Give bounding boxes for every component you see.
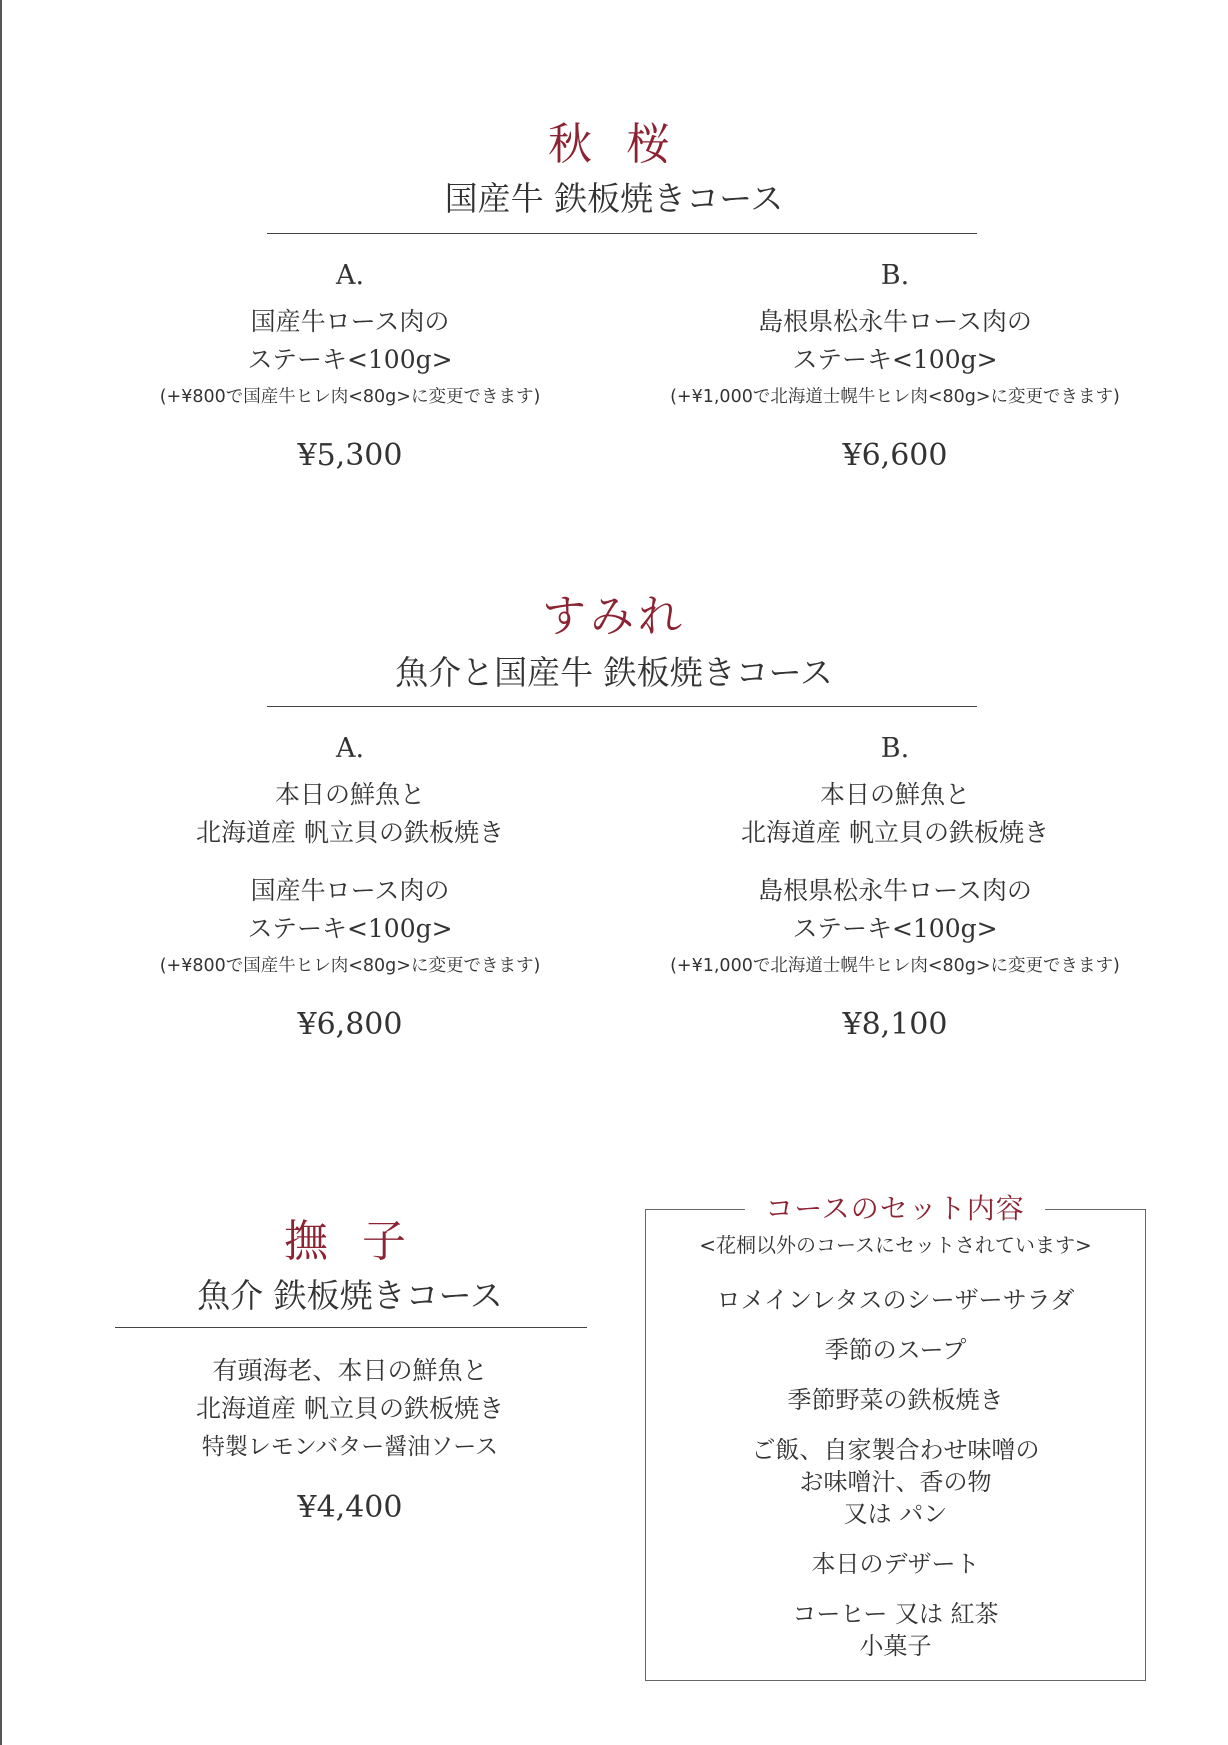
divider — [267, 233, 977, 234]
upgrade-note: (+¥800で国産牛ヒレ肉<80g>に変更できます) — [159, 387, 541, 407]
upgrade-note: (+¥800で国産牛ヒレ肉<80g>に変更できます) — [159, 956, 541, 976]
set-item: 季節のスープ — [824, 1336, 967, 1364]
dish-line: ステーキ<100g> — [247, 914, 453, 943]
dish-line: ステーキ<100g> — [247, 345, 453, 374]
dish-line: 北海道産 帆立貝の鉄板焼き — [196, 1394, 504, 1423]
option-letter: B. — [880, 260, 910, 291]
set-item: コーヒー 又は 紅茶 小菓子 — [792, 1600, 999, 1660]
set-contents-note: <花桐以外のコースにセットされています> — [699, 1233, 1092, 1257]
set-item: ご飯、自家製合わせ味噌の お味噌汁、香の物 又は パン — [751, 1436, 1040, 1528]
price: ¥5,300 — [297, 438, 403, 473]
dish-line: 島根県松永牛ロース肉の — [758, 307, 1032, 336]
divider — [115, 1327, 587, 1328]
option-letter: B. — [880, 733, 910, 764]
course-title: 撫 子 — [284, 1216, 416, 1267]
dish-line: ステーキ<100g> — [792, 345, 998, 374]
dish-line: 有頭海老、本日の鮮魚と — [212, 1356, 488, 1385]
price: ¥8,100 — [842, 1007, 948, 1042]
option-b — [620, 733, 1170, 1042]
set-contents-title: コースのセット内容 — [745, 1187, 1045, 1227]
price: ¥6,800 — [297, 1007, 403, 1042]
set-item: 本日のデザート — [811, 1550, 980, 1578]
option-letter: A. — [335, 733, 365, 764]
dish-line: ステーキ<100g> — [792, 914, 998, 943]
upgrade-note: (+¥1,000で北海道士幌牛ヒレ肉<80g>に変更できます) — [670, 387, 1120, 407]
option-a — [100, 733, 600, 1042]
set-item: 季節野菜の鉄板焼き — [787, 1386, 1004, 1414]
option-a — [100, 260, 600, 473]
dish-line: 北海道産 帆立貝の鉄板焼き — [196, 818, 504, 847]
option-letter: A. — [335, 260, 365, 291]
dish-line: 国産牛ロース肉の — [250, 876, 450, 905]
course-title: 秋 桜 — [548, 119, 680, 170]
dish-line: 本日の鮮魚と — [274, 780, 425, 809]
divider — [267, 706, 977, 707]
dish-line: 国産牛ロース肉の — [250, 307, 450, 336]
sauce-line: 特製レモンバター醤油ソース — [201, 1434, 499, 1460]
price: ¥4,400 — [297, 1490, 403, 1525]
dish-line: 本日の鮮魚と — [819, 780, 970, 809]
dish-line: 北海道産 帆立貝の鉄板焼き — [741, 818, 1049, 847]
course-subtitle: 魚介と国産牛 鉄板焼きコース — [395, 653, 833, 692]
course-subtitle: 魚介 鉄板焼きコース — [197, 1276, 503, 1315]
course-subtitle: 国産牛 鉄板焼きコース — [444, 179, 784, 218]
page-left-border — [0, 0, 2, 1745]
dish-block — [100, 1352, 600, 1525]
price: ¥6,600 — [842, 438, 948, 473]
option-b — [620, 260, 1170, 473]
dish-line: 島根県松永牛ロース肉の — [758, 876, 1032, 905]
set-item: ロメインレタスのシーザーサラダ — [716, 1286, 1075, 1314]
upgrade-note: (+¥1,000で北海道士幌牛ヒレ肉<80g>に変更できます) — [670, 956, 1120, 976]
course-title: すみれ — [542, 591, 686, 642]
set-contents-list — [645, 1229, 1146, 1662]
